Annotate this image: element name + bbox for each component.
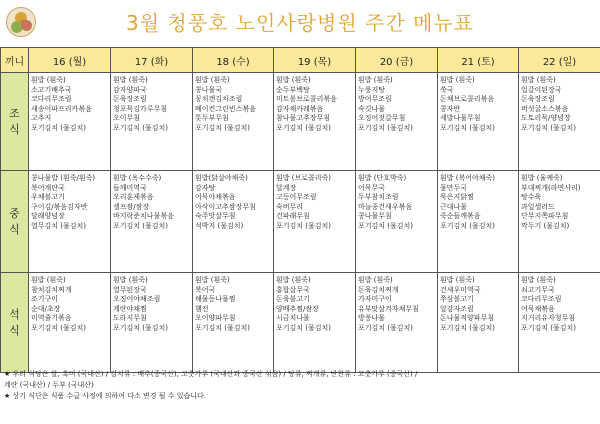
menu-item: 지거리유자청무침 [521,314,576,323]
day-header-row [1,48,600,73]
menu-item: 참치김치찌개 [31,285,72,294]
menu-item: 돈나물적양파무침 [440,314,495,323]
menu-item: 두부참치조림 [358,193,399,202]
menu-item: 돈육장조림 [521,95,555,104]
menu-item: 흰밥 (흰죽) [358,276,393,284]
menu-item: 바지락준치나물볶음 [113,212,174,221]
menu-item: 돈육장조림 [113,95,147,104]
menu-item: 미트볼브로콜리볶음 [276,95,337,104]
menu-item: 얼갈이된장국 [521,85,562,94]
corner-label: 끼니 [1,48,29,73]
page-title: 3월 청풍호 노인사랑병원 주간 메뉴표 [126,11,474,35]
menu-item: 달계장 [276,183,297,192]
menu-item: 홍합살무국 [276,285,310,294]
menu-item: 감자채카레볶음 [276,104,324,113]
menu-item: 도라지무침 [113,314,147,323]
menu-item: 아삭이고추쌈장무침 [195,202,256,211]
menu-item: 베이컨그린빈스볶음 [195,104,256,113]
menu-item: 죽순들깨볶음 [440,212,481,221]
menu-item: 흰밥 (흰죽) [195,76,230,84]
menu-item: 단무지쪽파무침 [521,212,569,221]
menu-item: 순대/초장 [31,304,61,313]
menu-item: 열무된장국 [113,285,147,294]
menu-item: 숙버무리 [276,202,304,211]
menu-item: 건새우미역국 [440,285,481,294]
menu-item: 포기김치 (물김치) [358,323,414,332]
menu-item: 가자미구이 [358,295,392,304]
menu-item: 탕수육 [521,193,542,202]
menu-item: 콩자반 [440,104,461,113]
menu-item: 포기김치 (물김치) [113,323,169,332]
menu-item: 흰밥 (율께죽) [521,174,563,182]
menu-cell [356,73,438,171]
menu-item: 감자양파국 [113,85,147,94]
meal-label-char: 조 [9,106,20,120]
menu-item: 감자탕 [195,183,216,192]
menu-cell [29,171,111,273]
meal-row-lunch [1,171,600,273]
menu-item: 흰밥 (흰죽) [31,276,66,284]
meal-label-breakfast [1,73,29,171]
menu-item: 포기김치 (물김치) [440,123,496,132]
menu-item: 햄전 [195,304,209,313]
day-header-thu: 19 (목) [274,48,356,73]
menu-item: 톳두부무침 [195,114,229,123]
menu-item: 북어국 [195,285,216,294]
menu-item: 포기김치 (물김치) [276,123,332,132]
meal-label-char: 석 [9,307,20,321]
weekly-menu-table [0,47,600,373]
meal-label-lunch [1,171,29,273]
menu-item: 미역줄기볶음 [31,314,72,323]
menu-item: 돈육불고기 [276,295,310,304]
note-line: 계란 (국내산) / 두부 (국내산) [4,381,94,389]
menu-cell [29,273,111,373]
menu-item: 흰밥 (흰죽) [358,76,393,84]
menu-item: 세발나물무침 [440,114,481,123]
menu-item: 포기김치 (물김치) [521,123,577,132]
menu-item: 흰밥 (북어야채죽) [440,174,496,182]
menu-item: 흰밥 (흰죽) [440,276,475,284]
meal-label-char: 식 [9,222,20,236]
menu-item: 포기김치 (물김치) [521,323,577,332]
menu-item: 포기김치 (물김치) [440,221,496,230]
note-line: ★ 상기 식단은 식품 수급 사정에 의하여 다소 변경 될 수 있습니다. [4,392,207,400]
menu-item: 우체볼고기 [31,193,65,202]
menu-item: 어묵무국 [358,183,386,192]
menu-cell [356,171,438,273]
menu-item: 흰밥 (흰죽) [113,276,148,284]
meal-label-char: 식 [9,323,20,337]
meal-label-char: 중 [9,206,20,220]
menu-cell [193,73,274,171]
menu-item: 흰밥(닭살야채죽) [195,174,248,182]
menu-cell [111,73,193,171]
menu-item: 버섯굴소스볶음 [521,104,569,113]
day-header-sat: 21 (토) [438,48,519,73]
day-header-mon: 16 (월) [29,48,111,73]
menu-item: 조기구이 [31,295,59,304]
menu-item: 코다리무조림 [521,295,562,304]
menu-cell [274,171,356,273]
menu-item: 숙깃나물 [358,104,386,113]
menu-item: 포기김치 (물김치) [113,221,169,230]
menu-item: 마늘종건새우볶음 [358,202,413,211]
menu-item: 해물동나물찜 [195,295,236,304]
menu-item: 고추지 [31,114,52,123]
menu-item: 부대찌개(라면사리) [521,183,581,192]
menu-item: 돈채브로콜리볶음 [440,95,495,104]
note-line: ★ 우리 식당은 쌀, 흑미 (국내산) / 김치류 : 배추(중국산), 고춧가루 (국내산과 중국산 섞음) / 탕류, 찌개류, 반찬류 : 고춧가루 (중국산) / [4,370,418,378]
menu-item: 포기김치 (물김치) [358,123,414,132]
menu-item: 쭈삼볼고기 [440,295,474,304]
menu-cell [438,73,519,171]
menu-item: 포기김치 (물김치) [358,221,414,230]
menu-cell [111,171,193,273]
menu-item: 고등어무조림 [276,193,317,202]
menu-cell [29,73,111,171]
menu-item: 어묵야채볶음 [195,193,236,202]
menu-item: 셀프쌈/쌈장 [113,202,150,211]
meal-row-dinner [1,273,600,373]
menu-item: 들깨미역국 [113,183,147,192]
day-header-wed: 18 (수) [193,48,274,73]
menu-item: 포기김치 (물김치) [195,323,251,332]
menu-cell [438,273,519,373]
menu-item: 콩나물국 [195,85,223,94]
menu-item: 쑥국 [440,85,454,94]
menu-item: 오이무침 [113,114,141,123]
menu-item: 계란야채찜 [113,304,147,313]
day-header-fri: 20 (금) [356,48,438,73]
menu-item: 양배추찜/쌈장 [276,304,319,313]
menu-item: 구이김/볶음김자반 [31,202,88,211]
menu-item: 흰밥 (브로콜리죽) [276,174,332,182]
menu-item: 물만두국 [440,183,468,192]
menu-item: 흰밥 (흰죽) [521,276,556,284]
menu-cell [356,273,438,373]
menu-item: 시금치나물 [276,314,310,323]
menu-item: 포기김치 (물김치) [195,123,251,132]
menu-item: 묵은지닭찜 [440,193,474,202]
menu-item: 코다리무조림 [31,95,72,104]
menu-item: 포기김치 (물김치) [113,123,169,132]
menu-item: 석박지 (물김치) [195,221,244,230]
menu-item: 누룽지탕 [358,85,386,94]
menu-item: 유부맛살겨자채무침 [358,304,419,313]
menu-item: 흰밥 (옥수수죽) [113,174,162,182]
meal-label-dinner [1,273,29,373]
menu-item: 흰밥 (흰죽) [195,276,230,284]
day-header-tue: 17 (화) [111,48,193,73]
menu-item: 오리훈제볶음 [113,193,154,202]
menu-cell [519,171,600,273]
menu-item: 콩나물밥 (흰죽/흰죽) [31,174,96,182]
menu-cell [274,273,356,373]
menu-item: 쇠고기무국 [521,285,555,294]
menu-item: 알감자조림 [440,304,474,313]
menu-item: 꽁치캔김치조림 [195,95,243,104]
menu-item: 열무김치 (물김치) [31,221,87,230]
menu-item: 돈육김치찌개 [358,285,399,294]
menu-item: 흰밥 (흰죽) [31,76,66,84]
meal-label-char: 식 [9,122,20,136]
menu-item: 도토리묵/양념장 [521,114,571,123]
menu-item: 방어무조림 [358,95,392,104]
menu-item: 오징어젓갈무침 [358,114,406,123]
menu-item: 흰밥 (흰죽) [113,76,148,84]
header [0,0,600,44]
menu-item: 숙주맛살무침 [195,212,236,221]
menu-item: 포기김치 (물김치) [31,123,87,132]
menu-item: 포기김치 (물김치) [276,323,332,332]
menu-item: 흰밥 (단호박죽) [358,174,407,182]
menu-item: 참나물고추장무침 [276,114,331,123]
meal-row-breakfast [1,73,600,171]
menu-item: 청포묵김가루무침 [113,104,168,113]
menu-item: 오이양파무침 [195,314,236,323]
menu-item: 과일샐러드 [521,202,555,211]
menu-item: 흰밥 (흰죽) [276,276,311,284]
menu-cell [519,73,600,171]
menu-item: 흰밥 (흰죽) [521,76,556,84]
menu-notes [0,363,600,424]
menu-item: 소고기배추국 [31,85,72,94]
menu-item: 흰밥 (흰죽) [440,76,475,84]
menu-item: 북어계란국 [31,183,65,192]
menu-cell [519,273,600,373]
menu-item: 달래양념장 [31,212,65,221]
menu-item: 순두부백탕 [276,85,310,94]
menu-cell [111,273,193,373]
menu-item: 흰밥 (흰죽) [276,76,311,84]
menu-cell [274,73,356,171]
menu-item: 건파래무침 [276,212,310,221]
menu-cell [193,171,274,273]
menu-cell [193,273,274,373]
menu-item: 콩나물무침 [358,212,392,221]
menu-item: 포기김치 (물김치) [31,323,87,332]
menu-item: 어묵채볶음 [521,304,555,313]
menu-item: 근대나물 [440,202,468,211]
menu-item: 방풍나물 [358,314,386,323]
menu-item: 포기김치 (물김치) [276,221,332,230]
menu-item: 오징어야채조림 [113,295,161,304]
menu-cell [438,171,519,273]
day-header-sun: 22 (일) [519,48,600,73]
menu-item: 포기김치 (물김치) [440,323,496,332]
menu-item: 깍두기 (물김치) [521,221,570,230]
menu-item: 새송이파프리카볶음 [31,104,92,113]
